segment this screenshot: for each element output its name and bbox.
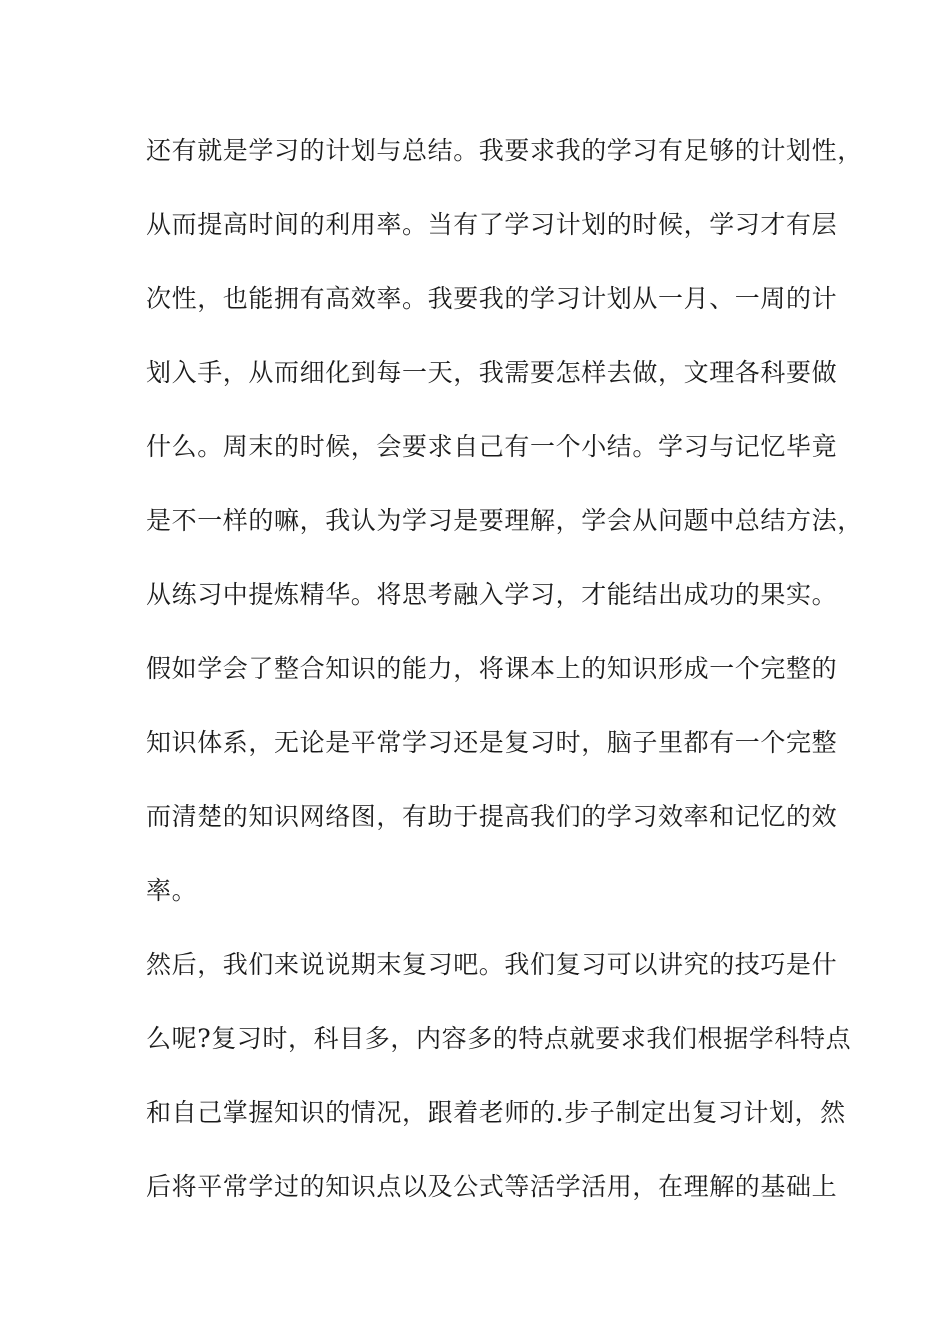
text-line: 是不一样的嘛，我认为学习是要理解，学会从问题中总结方法， xyxy=(146,506,863,535)
text-line: 率。 xyxy=(146,876,198,905)
text-line: 什么。周末的时候，会要求自己有一个小结。学习与记忆毕竟 xyxy=(146,432,838,461)
text-line: 后将平常学过的知识点以及公式等活学活用，在理解的基础上 xyxy=(146,1172,838,1201)
body-text xyxy=(146,128,863,1238)
text-line: 然后，我们来说说期末复习吧。我们复习可以讲究的技巧是什 xyxy=(146,950,838,979)
text-line: 而清楚的知识网络图，有助于提高我们的学习效率和记忆的效 xyxy=(146,802,838,831)
text-line: 知识体系，无论是平常学习还是复习时，脑子里都有一个完整 xyxy=(146,728,838,757)
text-line: 划入手，从而细化到每一天，我需要怎样去做，文理各科要做 xyxy=(146,358,838,387)
text-line: 从而提高时间的利用率。当有了学习计划的时候，学习才有层 xyxy=(146,210,838,239)
text-line: 次性，也能拥有高效率。我要我的学习计划从一月、一周的计 xyxy=(146,284,838,313)
text-line: 从练习中提炼精华。将思考融入学习，才能结出成功的果实。 xyxy=(146,580,838,609)
text-line: 假如学会了整合知识的能力，将课本上的知识形成一个完整的 xyxy=(146,654,838,683)
text-line: 么呢?复习时，科目多，内容多的特点就要求我们根据学科特点 xyxy=(146,1024,852,1053)
text-line: 还有就是学习的计划与总结。我要求我的学习有足够的计划性， xyxy=(146,136,863,165)
text-line: 和自己掌握知识的情况，跟着老师的.步子制定出复习计划，然 xyxy=(146,1098,846,1127)
